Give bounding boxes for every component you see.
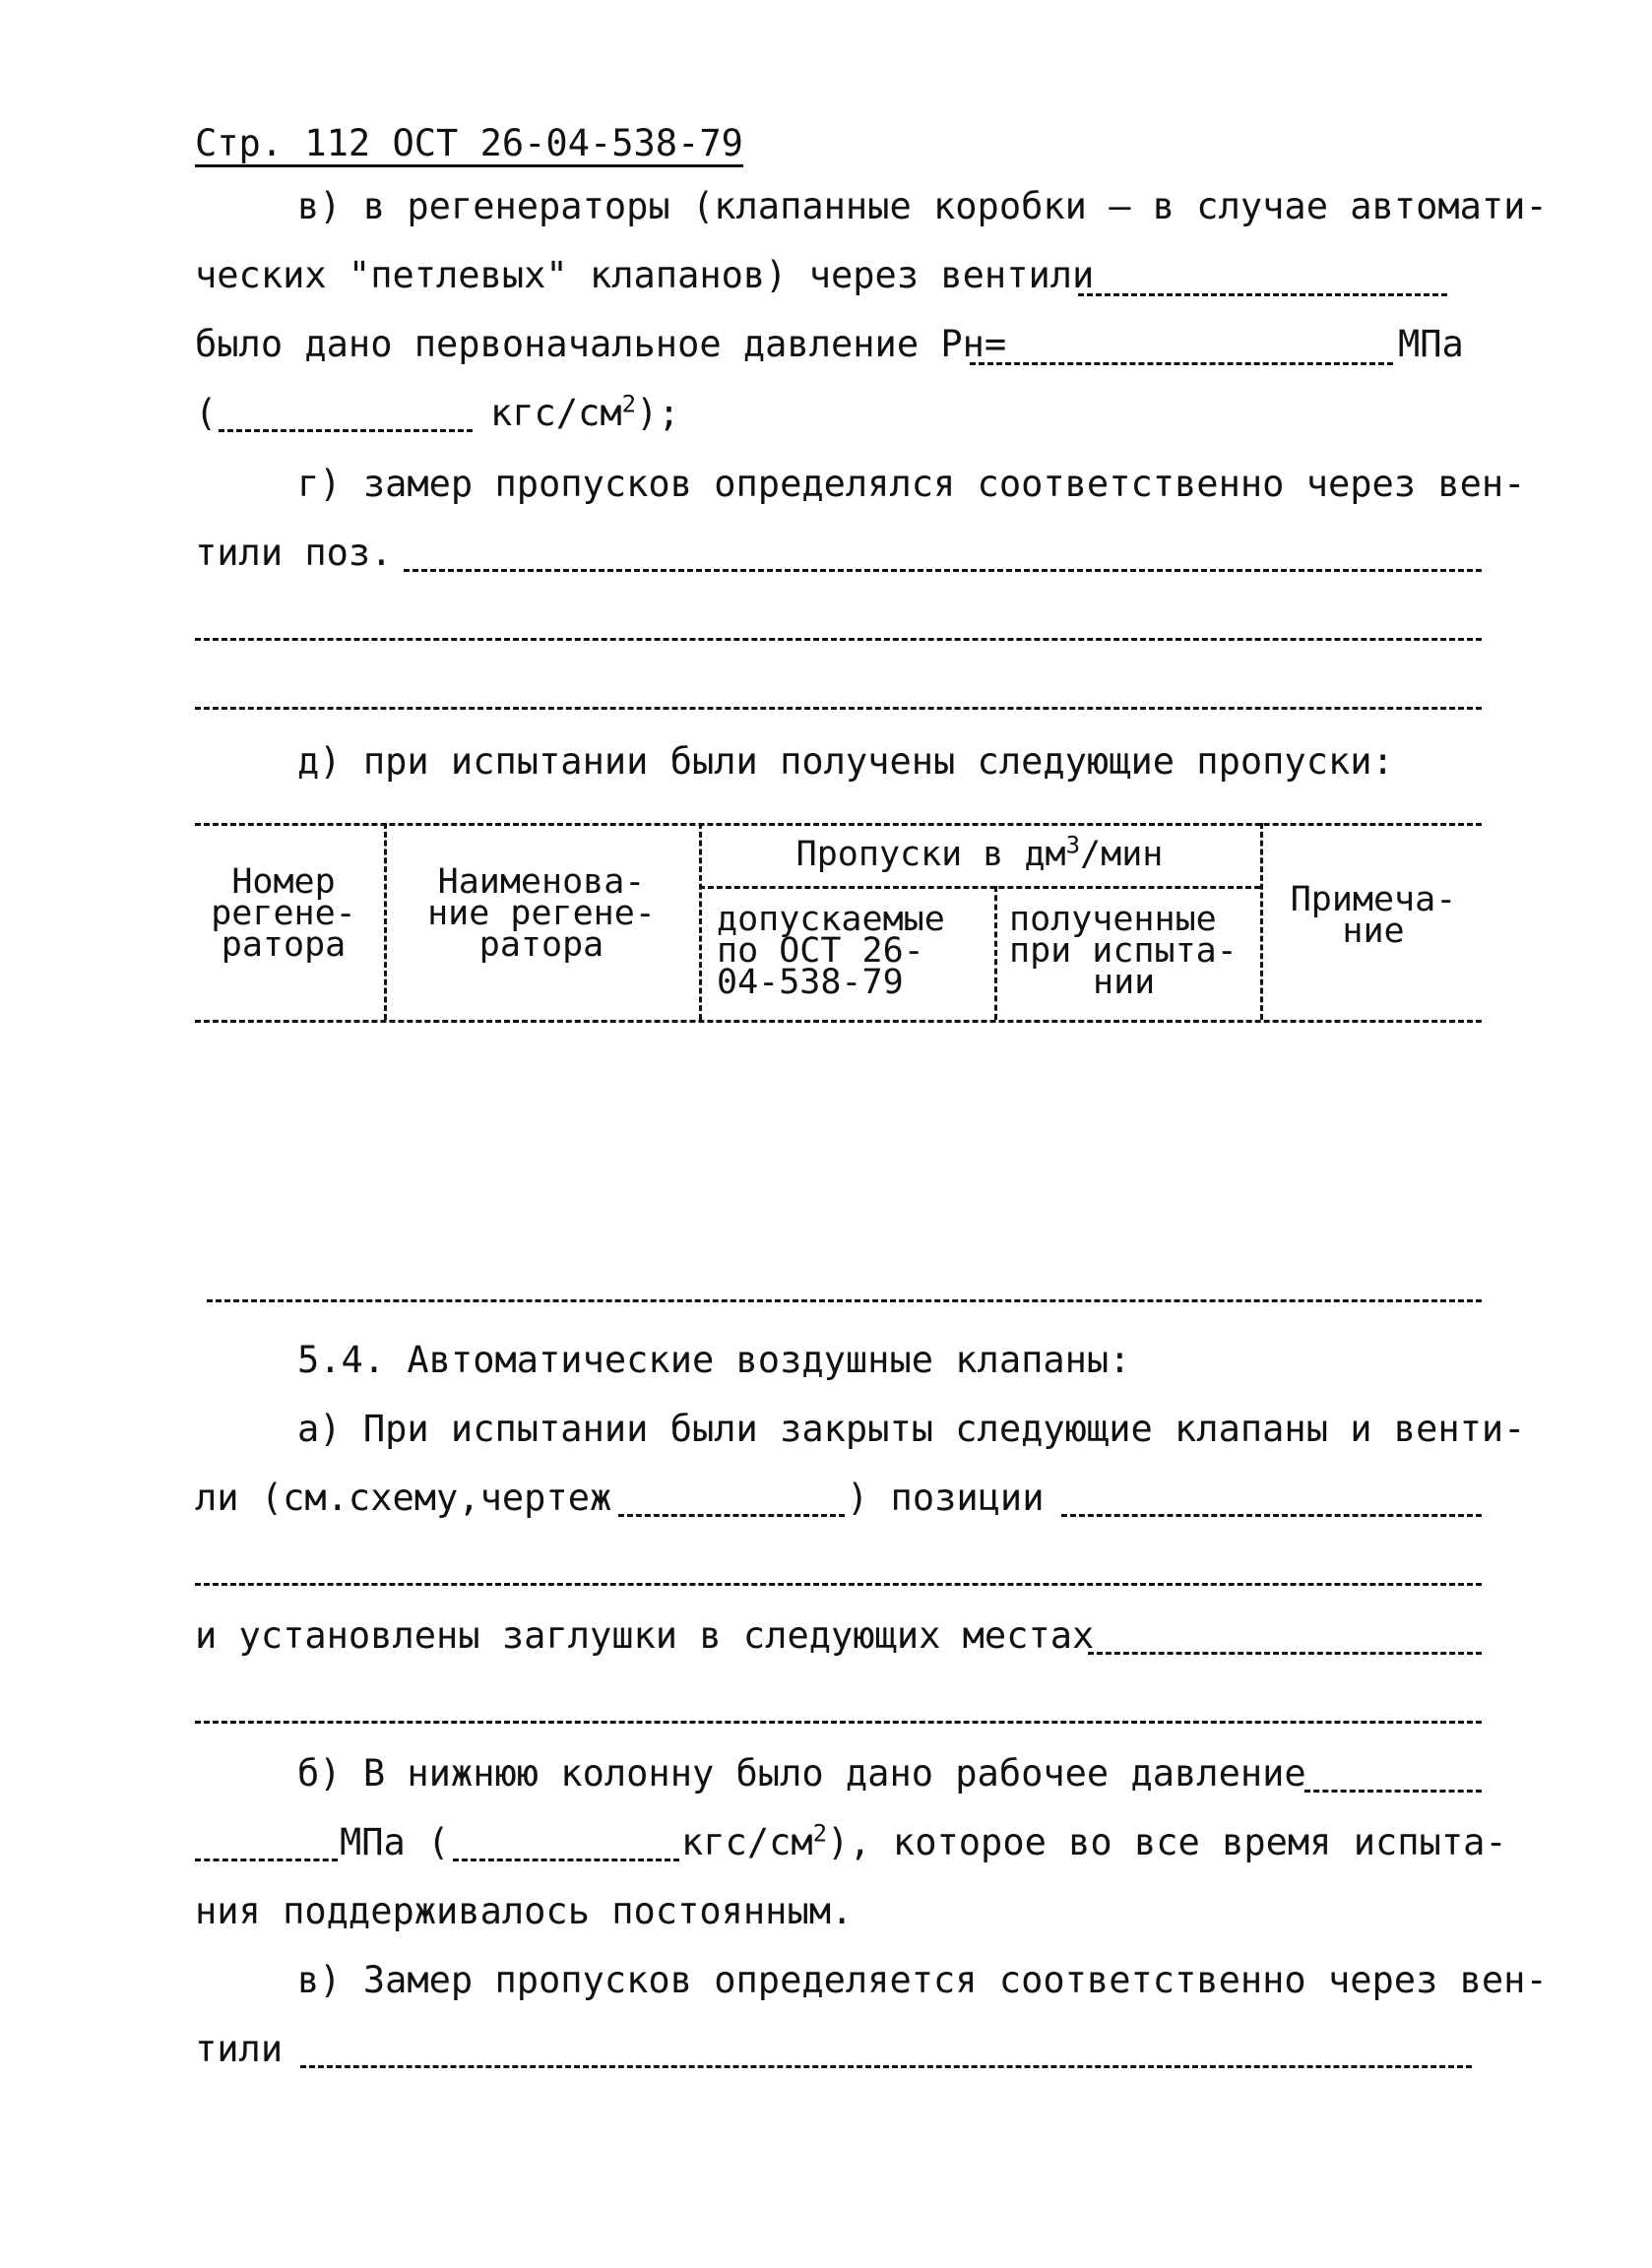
paragraph-g-line-1: г) замер пропусков определялся соответственно через вен- (297, 463, 1526, 505)
blank-plugs-2 (195, 1721, 1482, 1724)
col2-line-3: ратора (478, 925, 604, 965)
table-closing-line (207, 1299, 1482, 1302)
plugs-label: и установлены заглушки в следующих местах (195, 1614, 1095, 1657)
col-header-obtained (1009, 900, 1255, 1002)
section-a-line-2 (195, 1477, 611, 1520)
col-header-note (1270, 880, 1477, 951)
working-pressure-rest (681, 1821, 1507, 1864)
blank-initial-pressure-kgf (219, 429, 473, 432)
col1-line-1: Номер (231, 862, 336, 902)
col-header-leakage-group (704, 831, 1255, 874)
col-header-regenerator-name (394, 862, 689, 965)
initial-pressure-label: было дано первоначальное давление Рн= (195, 323, 1007, 365)
positions-label: ) позиции (847, 1477, 1045, 1519)
blank-valves-v (300, 2065, 1472, 2068)
table-divider-2 (699, 823, 702, 1020)
mpa-unit: МПа (1398, 323, 1464, 365)
col5-line-1: Примеча- (1290, 880, 1457, 919)
blank-working-pressure-1 (1304, 1790, 1482, 1793)
working-pressure-suffix: ), которое во все время испыта- (827, 1821, 1507, 1863)
col1-line-2: регене- (211, 894, 356, 933)
section-5-4-title: 5.4. Автоматические воздушные клапаны: (297, 1339, 1131, 1381)
table-divider-4 (1260, 823, 1263, 1020)
col-header-regenerator-number (195, 862, 372, 965)
table-bottom-border (195, 1020, 1482, 1023)
col2-line-2: ние регене- (427, 894, 656, 933)
table-top-border (195, 823, 1482, 826)
blank-valves-field (1078, 293, 1447, 296)
section-a-line-1: а) При испытании были закрыты следующие клапаны и венти- (297, 1408, 1526, 1450)
section-b-line-1: б) В нижнюю колонну было дано рабочее давление (297, 1752, 1306, 1795)
working-pressure-kgf-sup: 2 (812, 1819, 828, 1848)
table-divider-3 (994, 886, 997, 1020)
drawing-ref-label: ли (см.схему,чертеж (195, 1477, 612, 1519)
table-subheader-border (699, 886, 1260, 889)
blank-positions-field-2 (195, 638, 1482, 641)
col3-line-1: допускаемые (717, 900, 945, 939)
blank-positions-field-3 (195, 707, 1482, 710)
kgf-unit-text: кгс/см (490, 392, 622, 434)
kgf-unit (490, 392, 680, 435)
group-header-unit: /мин (1080, 835, 1164, 874)
blank-positions-a-1 (1061, 1514, 1482, 1517)
col1-line-3: ратора (221, 925, 347, 965)
col3-line-3: 04-538-79 (717, 963, 904, 1002)
paragraph-v-line-3 (195, 323, 1006, 366)
paragraph-v-line-2 (195, 254, 1094, 297)
blank-plugs-1 (1088, 1652, 1482, 1655)
paragraph-v-line-2-text: ческих "петлевых" клапанов) через вентили (195, 254, 1095, 296)
section-b-line-3: ния поддерживалось постоянным. (195, 1890, 854, 1932)
working-pressure-mpa-unit: МПа ( (340, 1821, 450, 1863)
group-header-text: Пропуски в дм (795, 835, 1066, 874)
blank-positions-a-2 (195, 1583, 1482, 1586)
paren-open: ( (195, 392, 218, 434)
paragraph-g-line-2: тили поз. (195, 532, 393, 574)
page-reference: Стр. 112 ОСТ 26-04-538-79 (195, 122, 743, 167)
paren-close: ); (636, 392, 680, 434)
col2-line-1: Наименова- (437, 862, 646, 902)
group-header-sup: 3 (1065, 831, 1081, 859)
paragraph-v-line-1: в) в регенераторы (клапанные коробки – в случае автомати- (297, 185, 1548, 227)
table-divider-1 (384, 823, 387, 1020)
paragraph-v-line-4 (195, 392, 217, 435)
col4-line-1: полученные (1009, 900, 1217, 939)
blank-positions-field-1 (404, 569, 1482, 572)
paragraph-d: д) при испытании были получены следующие пропуски: (297, 740, 1394, 783)
col4-line-3: нии (1093, 963, 1156, 1002)
kgf-unit-sup: 2 (621, 390, 637, 418)
section-v-line-2: тили (195, 2028, 284, 2070)
col5-line-2: ние (1342, 912, 1405, 951)
working-pressure-kgf-unit: кгс/см (681, 1821, 813, 1863)
col3-line-2: по ОСТ 26- (717, 931, 924, 971)
col4-line-2: при испыта- (1009, 931, 1238, 971)
blank-initial-pressure-mpa (970, 362, 1393, 365)
blank-drawing-number (618, 1514, 845, 1517)
col-header-permissible (717, 900, 983, 1002)
section-v-line-1: в) Замер пропусков определяется соответственно через вен- (297, 1959, 1548, 2001)
page-header (195, 122, 743, 165)
blank-working-pressure-kgf (453, 1858, 679, 1861)
blank-working-pressure-mpa (195, 1858, 338, 1861)
